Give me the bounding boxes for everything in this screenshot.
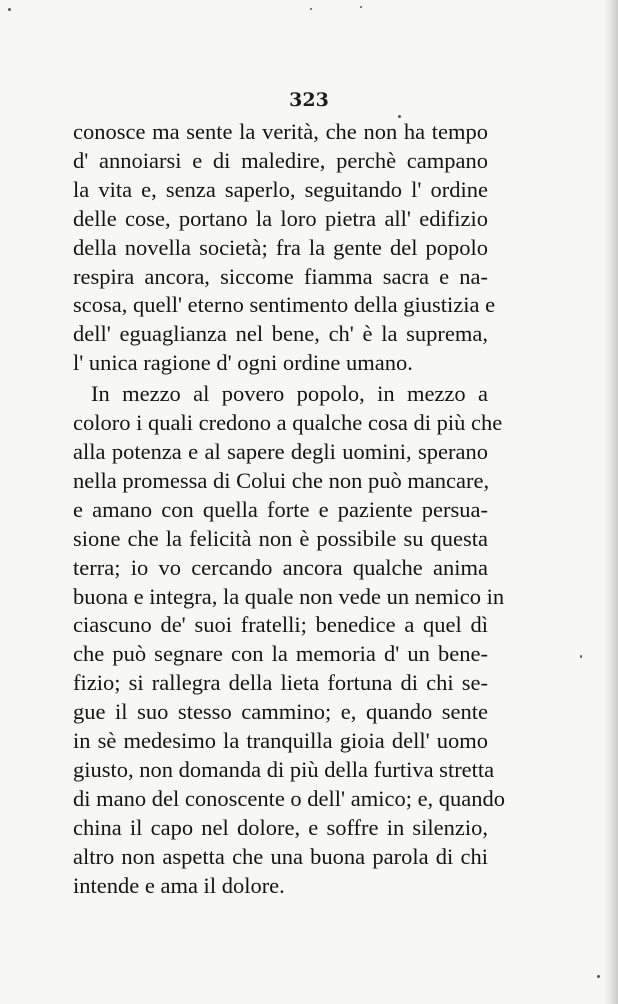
text-line: terra; io vo cercando ancora qualche anima <box>73 554 488 580</box>
paper-speck <box>580 655 582 658</box>
page-edge-shadow <box>604 0 618 1004</box>
text-line: buona e integra, la quale non vede un nemico in <box>73 583 505 609</box>
text-line: dell' eguaglianza nel bene, ch' è la suprema, <box>73 321 488 347</box>
text-line: scosa, quell' eterno sentimento della giustizia e <box>73 292 496 318</box>
text-line: In mezzo al povero popolo, in mezzo a <box>91 381 488 407</box>
text-line: la vita e, senza saperlo, seguitando l' ordine <box>73 176 488 202</box>
text-line: in sè medesimo la tranquilla gioia dell' uomo <box>73 728 488 754</box>
text-line: fizio; si rallegra della lieta fortuna di chi se- <box>73 670 488 696</box>
text-line: delle cose, portano la loro pietra all' edifizio <box>73 205 488 231</box>
text-line: che può segnare con la memoria d' un bene- <box>73 641 488 667</box>
text-line: conosce ma sente la verità, che non ha tempo <box>73 119 488 144</box>
paragraph-1 <box>73 118 496 378</box>
paper-speck <box>8 8 11 11</box>
text-line: giusto, non domanda di più della furtiva stretta <box>73 756 495 782</box>
paper-speck <box>310 8 312 10</box>
text-line: d' annoiarsi e di maledire, perchè campano <box>73 147 488 173</box>
text-line: china il capo nel dolore, e soffre in silenzio, <box>73 814 488 840</box>
paper-speck <box>360 6 362 8</box>
page-number: 323 <box>289 89 329 111</box>
text-line: sione che la felicità non è possibile su questa <box>73 525 488 551</box>
text-line: altro non aspetta che una buona parola di chi <box>73 843 488 869</box>
text-line: di mano del conoscente o dell' amico; e, quando <box>73 785 506 811</box>
text-line: e amano con quella forte e paziente persua- <box>73 496 488 522</box>
text-line: alla potenza e al sapere degli uomini, sperano <box>73 438 488 464</box>
text-line: respira ancora, siccome fiamma sacra e na- <box>73 263 488 289</box>
text-line: della novella società; fra la gente del popolo <box>73 234 488 260</box>
text-line: gue il suo stesso cammino; e, quando sente <box>73 699 488 725</box>
paragraph-2 <box>73 380 506 900</box>
paper-speck <box>597 975 600 978</box>
text-line: coloro i quali credono a qualche cosa di più che <box>73 410 503 436</box>
text-line: nella promessa di Colui che non può mancare, <box>73 467 490 493</box>
text-line: intende e ama il dolore. <box>73 872 285 898</box>
text-line: l' unica ragione d' ogni ordine umano. <box>73 350 413 376</box>
body-text <box>73 118 506 900</box>
text-line: ciascuno de' suoi fratelli; benedice a quel dì <box>73 612 488 638</box>
